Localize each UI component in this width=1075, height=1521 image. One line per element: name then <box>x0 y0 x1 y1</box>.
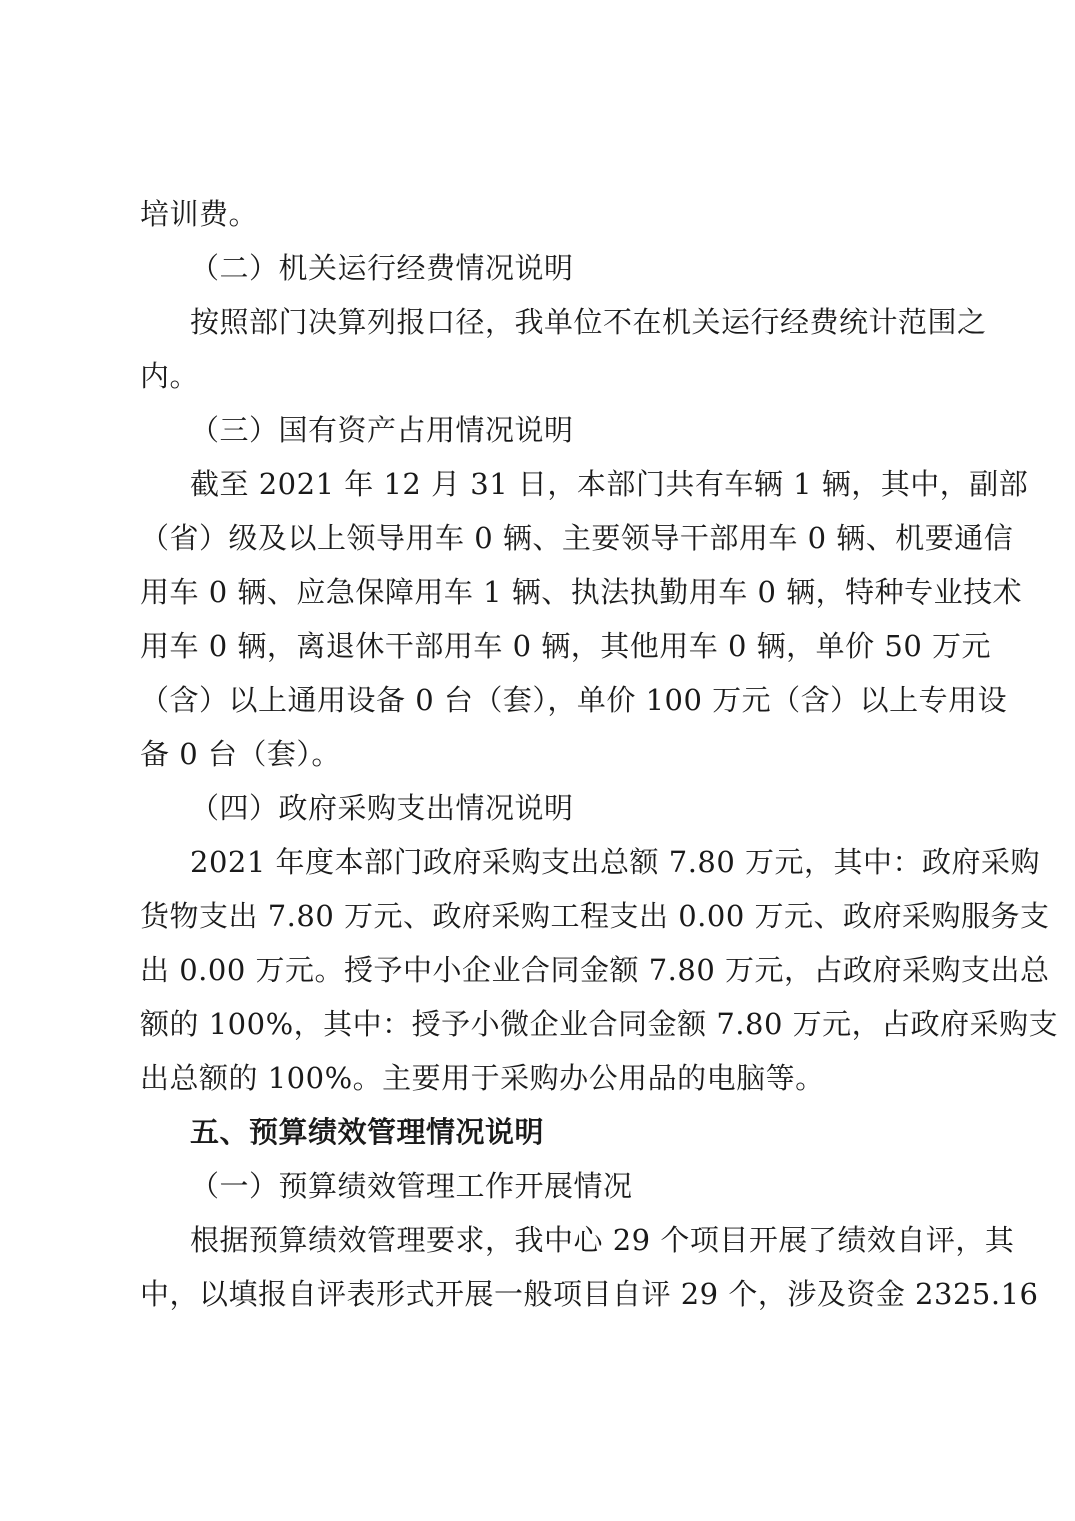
paragraph-line: 用车 0 辆、应急保障用车 1 辆、执法执勤用车 0 辆，特种专业技术 <box>140 575 1023 609</box>
paragraph-line: 按照部门决算列报口径，我单位不在机关运行经费统计范围之 <box>190 305 987 339</box>
paragraph-line: 内。 <box>140 359 200 393</box>
paragraph-line: 用车 0 辆，离退休干部用车 0 辆，其他用车 0 辆，单价 50 万元 <box>140 629 992 663</box>
paragraph-line: 出 0.00 万元。授予中小企业合同金额 7.80 万元，占政府采购支出总 <box>140 953 1050 987</box>
subsection-heading: （二）机关运行经费情况说明 <box>190 251 574 285</box>
paragraph-line: 截至 2021 年 12 月 31 日，本部门共有车辆 1 辆，其中，副部 <box>190 467 1029 501</box>
paragraph-line: 中，以填报自评表形式开展一般项目自评 29 个，涉及资金 2325.16 <box>140 1277 1039 1311</box>
subsection-heading: （四）政府采购支出情况说明 <box>190 791 574 825</box>
paragraph-line: （省）级及以上领导用车 0 辆、主要领导干部用车 0 辆、机要通信 <box>140 521 1014 555</box>
paragraph-line: 2021 年度本部门政府采购支出总额 7.80 万元，其中：政府采购 <box>190 845 1041 879</box>
subsection-heading: （一）预算绩效管理工作开展情况 <box>190 1169 633 1203</box>
paragraph-line: （含）以上通用设备 0 台（套），单价 100 万元（含）以上专用设 <box>140 683 1008 717</box>
paragraph-line: 出总额的 100%。主要用于采购办公用品的电脑等。 <box>140 1061 825 1095</box>
section-heading: 五、预算绩效管理情况说明 <box>190 1115 545 1149</box>
paragraph-line: 根据预算绩效管理要求，我中心 29 个项目开展了绩效自评，其 <box>190 1223 1015 1257</box>
paragraph-line: 备 0 台（套）。 <box>140 737 341 771</box>
paragraph-line: 货物支出 7.80 万元、政府采购工程支出 0.00 万元、政府采购服务支 <box>140 899 1050 933</box>
subsection-heading: （三）国有资产占用情况说明 <box>190 413 574 447</box>
paragraph-line: 额的 100%，其中：授予小微企业合同金额 7.80 万元，占政府采购支 <box>140 1007 1059 1041</box>
paragraph-line: 培训费。 <box>140 197 259 231</box>
